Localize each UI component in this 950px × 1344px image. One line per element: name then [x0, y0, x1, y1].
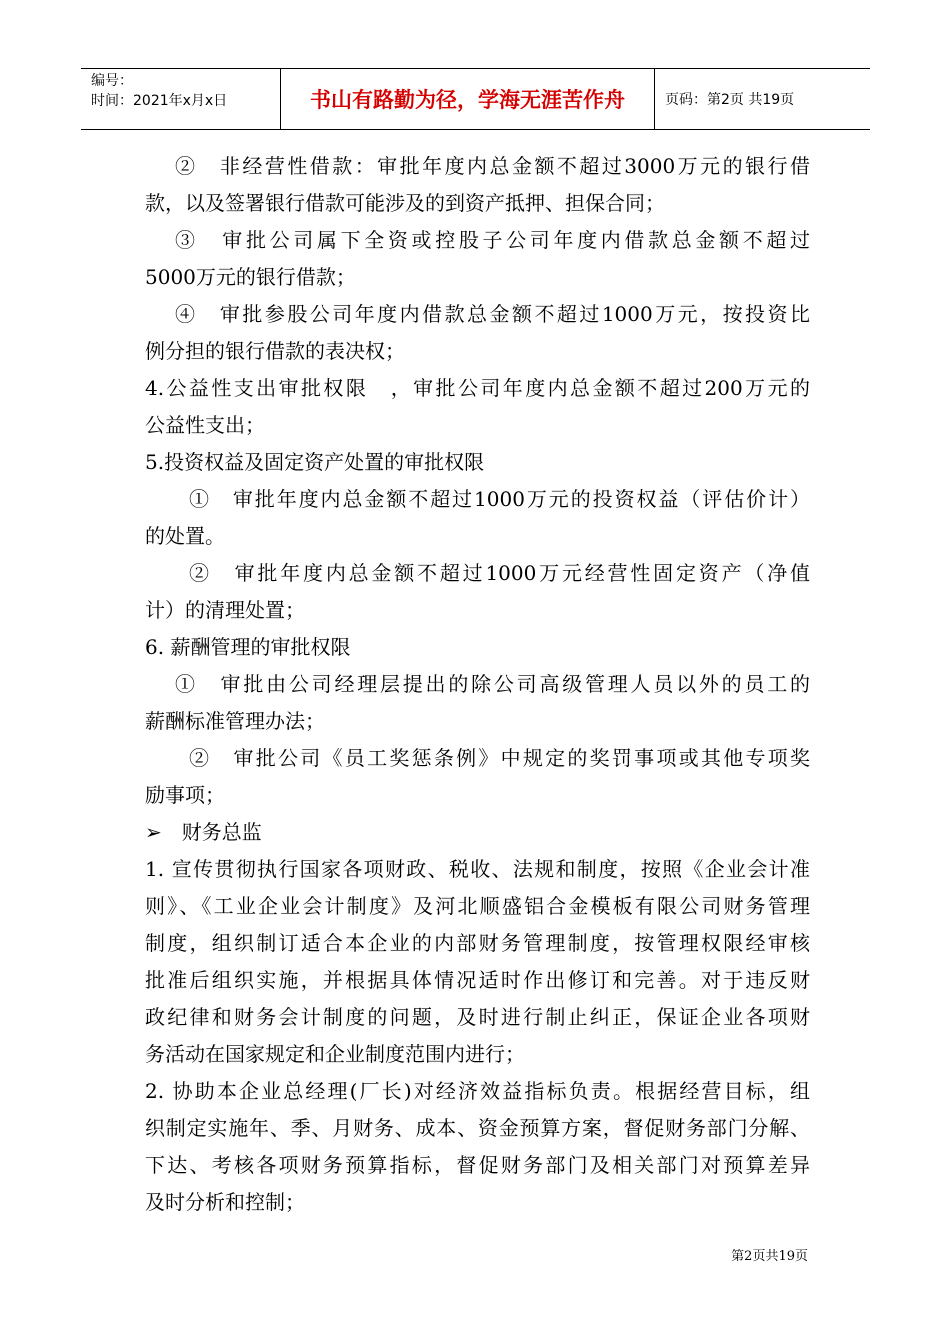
text-line: 1. 宣传贯彻执行国家各项财政、税收、法规和制度，按照《企业会计准	[145, 857, 810, 881]
text-line: 下达、考核各项财务预算指标，督促财务部门及相关部门对预算差异	[145, 1153, 810, 1177]
text-line: ④ 审批参股公司年度内借款总金额不超过1000万元，按投资比	[175, 302, 810, 326]
text-line: 务活动在国家规定和企业制度范围内进行；	[145, 1042, 525, 1066]
text-line: 政纪律和财务会计制度的问题，及时进行制止纠正，保证企业各项财	[145, 1005, 810, 1029]
page-footer: 第2页共19页	[731, 1249, 808, 1264]
text-line: 批准后组织实施，并根据具体情况适时作出修订和完善。对于违反财	[145, 968, 810, 992]
text-line: ② 审批公司《员工奖惩条例》中规定的奖罚事项或其他专项奖	[189, 746, 810, 770]
text-line: ① 审批由公司经理层提出的除公司高级管理人员以外的员工的	[175, 672, 810, 696]
text-line: ② 审批年度内总金额不超过1000万元经营性固定资产（净值	[189, 561, 810, 585]
text-line: 公益性支出；	[145, 413, 265, 437]
header-motto-cell	[281, 69, 655, 129]
text-line: 则》、《工业企业会计制度》及河北顺盛铝合金模板有限公司财务管理	[145, 894, 810, 918]
text-line: ① 审批年度内总金额不超过1000万元的投资权益（评估价计）	[189, 487, 810, 511]
text-line: 6. 薪酬管理的审批权限	[145, 635, 351, 659]
text-line: 款，以及签署银行借款可能涉及的到资产抵押、担保合同；	[145, 191, 665, 215]
text-line: 及时分析和控制；	[145, 1190, 305, 1214]
text-line: ③ 审批公司属下全资或控股子公司年度内借款总金额不超过	[175, 228, 810, 252]
text-line: 2. 协助本企业总经理(厂长)对经济效益指标负责。根据经营目标，组	[145, 1079, 810, 1103]
doc-time-label: 时间：2021年x月x日	[91, 93, 228, 109]
text-line: 织制定实施年、季、月财务、成本、资金预算方案，督促财务部门分解、	[145, 1116, 810, 1140]
header-page-label: 页码：第2页 共19页	[665, 92, 795, 108]
text-line: 制度，组织制订适合本企业的内部财务管理制度，按管理权限经审核	[145, 931, 810, 955]
text-line: ② 非经营性借款：审批年度内总金额不超过3000万元的银行借	[175, 154, 810, 178]
text-line: ➢ 财务总监	[145, 820, 262, 844]
header-motto: 书山有路勤为径，学海无涯苦作舟	[310, 88, 625, 112]
document-body	[145, 148, 810, 1221]
text-line: 薪酬标准管理办法；	[145, 709, 325, 733]
header-info-cell	[81, 69, 281, 129]
text-line: 例分担的银行借款的表决权；	[145, 339, 405, 363]
text-line: 5000万元的银行借款；	[145, 265, 356, 289]
header-page-cell	[655, 69, 870, 129]
doc-number-label: 编号：	[91, 73, 133, 89]
text-line: 计）的清理处置；	[145, 598, 305, 622]
text-line: 的处置。	[145, 524, 225, 548]
text-line: 4.公益性支出审批权限 ，审批公司年度内总金额不超过200万元的	[145, 376, 810, 400]
page-header	[81, 68, 870, 130]
text-line: 5.投资权益及固定资产处置的审批权限	[145, 450, 485, 474]
text-line: 励事项；	[145, 783, 225, 807]
